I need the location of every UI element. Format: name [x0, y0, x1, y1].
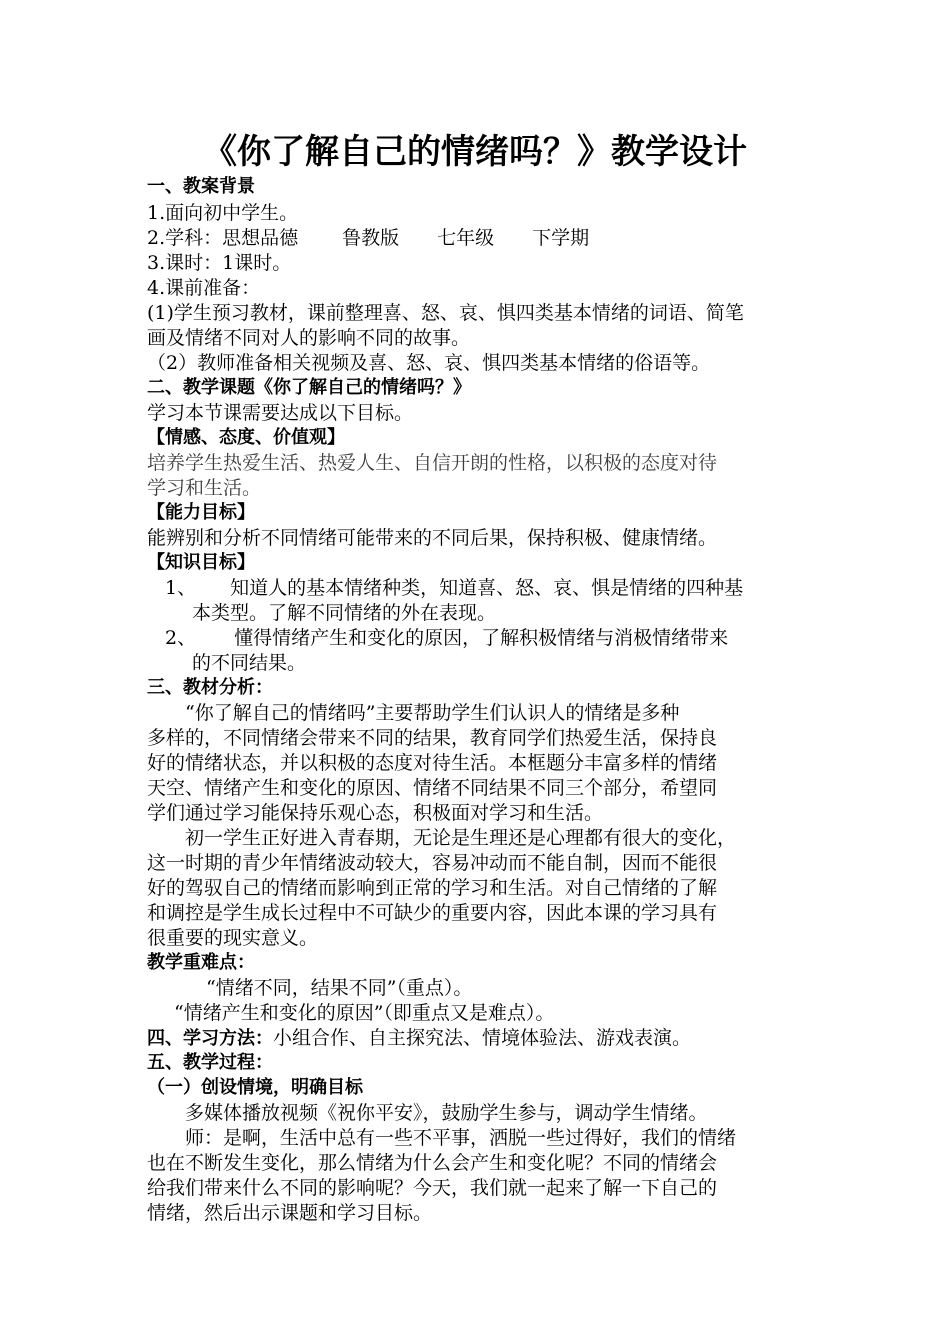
analysis-p2-line5: 很重要的现实意义。 — [147, 927, 319, 949]
analysis-p2-line2: 这一时期的青少年情绪波动较大，容易冲动而不能自制，因而不能很 — [147, 852, 718, 874]
learning-methods — [147, 1025, 827, 1051]
objective-emotion-line1: 培养学生热爱生活、热爱人生、自信开朗的性格，以积极的态度对待 — [147, 452, 718, 474]
background-item-subject — [147, 225, 827, 251]
objectives-intro: 学习本节课需要达成以下目标。 — [147, 402, 414, 424]
analysis-p1-line1: “你了解自己的情绪吗”主要帮助学生们认识人的情绪是多种 — [185, 702, 680, 724]
process-step-1-heading: （一）创设情境，明确目标 — [147, 1077, 363, 1098]
analysis-p1-line2: 多样的，不同情绪会带来不同的结果，教育同学们热爱生活，保持良 — [147, 727, 718, 749]
background-item-audience: 1.面向初中学生。 — [147, 202, 299, 224]
analysis-p1-line5: 学们通过学习能保持乐观心态，积极面对学习和生活。 — [147, 802, 604, 824]
analysis-p2-line3: 好的驾驭自己的情绪而影响到正常的学习和生活。对自己情绪的了解 — [147, 877, 718, 899]
objective-heading-emotion: 【情感、态度、价值观】 — [147, 427, 345, 448]
process-teacher-line3: 给我们带来什么不同的影响呢？今天，我们就一起来了解一下自己的 — [147, 1177, 718, 1199]
section-heading-topic: 二、教学课题《你了解自己的情绪吗？》 — [147, 377, 471, 398]
knowledge-item-1-line2: 本类型。了解不同情绪的外在表现。 — [192, 602, 497, 624]
subject-label: 2.学科：思想品德 — [147, 227, 299, 249]
knowledge-item-1-text: 知道人的基本情绪种类，知道喜、怒、哀、惧是情绪的四种基 — [230, 577, 744, 599]
background-item-periods: 3.课时：1课时。 — [147, 252, 292, 274]
section-heading-background: 一、教案背景 — [147, 176, 255, 197]
process-step-1-video: 多媒体播放视频《祝你平安》，鼓励学生参与，调动学生情绪。 — [185, 1102, 708, 1124]
preparation-teacher: （2）教师准备相关视频及喜、怒、哀、惧四类基本情绪的俗语等。 — [147, 352, 711, 374]
analysis-p2-line4: 和调控是学生成长过程中不可缺少的重要内容，因此本课的学习具有 — [147, 902, 718, 924]
knowledge-item-2-number: 2、 — [165, 627, 197, 649]
subject-term: 下学期 — [532, 227, 590, 249]
learning-methods-text: 小组合作、自主探究法、情境体验法、游戏表演。 — [273, 1027, 692, 1049]
subject-edition: 鲁教版 — [342, 227, 400, 249]
objective-heading-knowledge: 【知识目标】 — [147, 552, 255, 573]
preparation-student-line2: 画及情绪不同对人的影响不同的故事。 — [147, 327, 471, 349]
analysis-p1-line4: 天空、情绪产生和变化的原因、情绪不同结果不同三个部分，希望同 — [147, 777, 718, 799]
objective-ability-text: 能辨别和分析不同情绪可能带来的不同后果，保持积极、健康情绪。 — [147, 527, 718, 549]
process-teacher-line1: 师：是啊，生活中总有一些不平事，洒脱一些过得好，我们的情绪 — [185, 1127, 737, 1149]
section-heading-analysis: 三、教材分析： — [147, 677, 273, 698]
knowledge-item-1-number: 1、 — [165, 577, 197, 599]
objective-emotion-line2: 学习和生活。 — [147, 477, 262, 499]
analysis-p1-line3: 好的情绪状态，并以积极的态度对待生活。本框题分丰富多样的情绪 — [147, 752, 718, 774]
knowledge-item-1-line1 — [165, 575, 845, 601]
key-point-2: “情绪产生和变化的原因”（即重点又是难点）。 — [174, 1002, 555, 1024]
key-points-heading: 教学重难点： — [147, 952, 255, 973]
subject-grade: 七年级 — [437, 227, 495, 249]
process-teacher-line2: 也在不断发生变化，那么情绪为什么会产生和变化呢？不同的情绪会 — [147, 1152, 718, 1174]
knowledge-item-2-line1 — [165, 625, 845, 651]
section-heading-process: 五、教学过程： — [147, 1052, 273, 1073]
objective-heading-ability: 【能力目标】 — [147, 502, 255, 523]
process-teacher-line4: 情绪，然后出示课题和学习目标。 — [147, 1202, 433, 1224]
knowledge-item-2-line2: 的不同结果。 — [192, 652, 307, 674]
knowledge-item-2-text: 懂得情绪产生和变化的原因，了解积极情绪与消极情绪带来 — [234, 627, 729, 649]
document-title: 《你了解自己的情绪吗？》教学设计 — [203, 132, 747, 172]
key-point-1: “情绪不同，结果不同”（重点）。 — [206, 977, 473, 999]
background-item-preparation: 4.课前准备： — [147, 277, 261, 299]
section-heading-methods: 四、学习方法： — [147, 1028, 273, 1049]
preparation-student-line1: (1)学生预习教材，课前整理喜、怒、哀、惧四类基本情绪的词语、简笔 — [147, 302, 744, 324]
analysis-p2-line1: 初一学生正好进入青春期，无论是生理还是心理都有很大的变化， — [185, 827, 737, 849]
